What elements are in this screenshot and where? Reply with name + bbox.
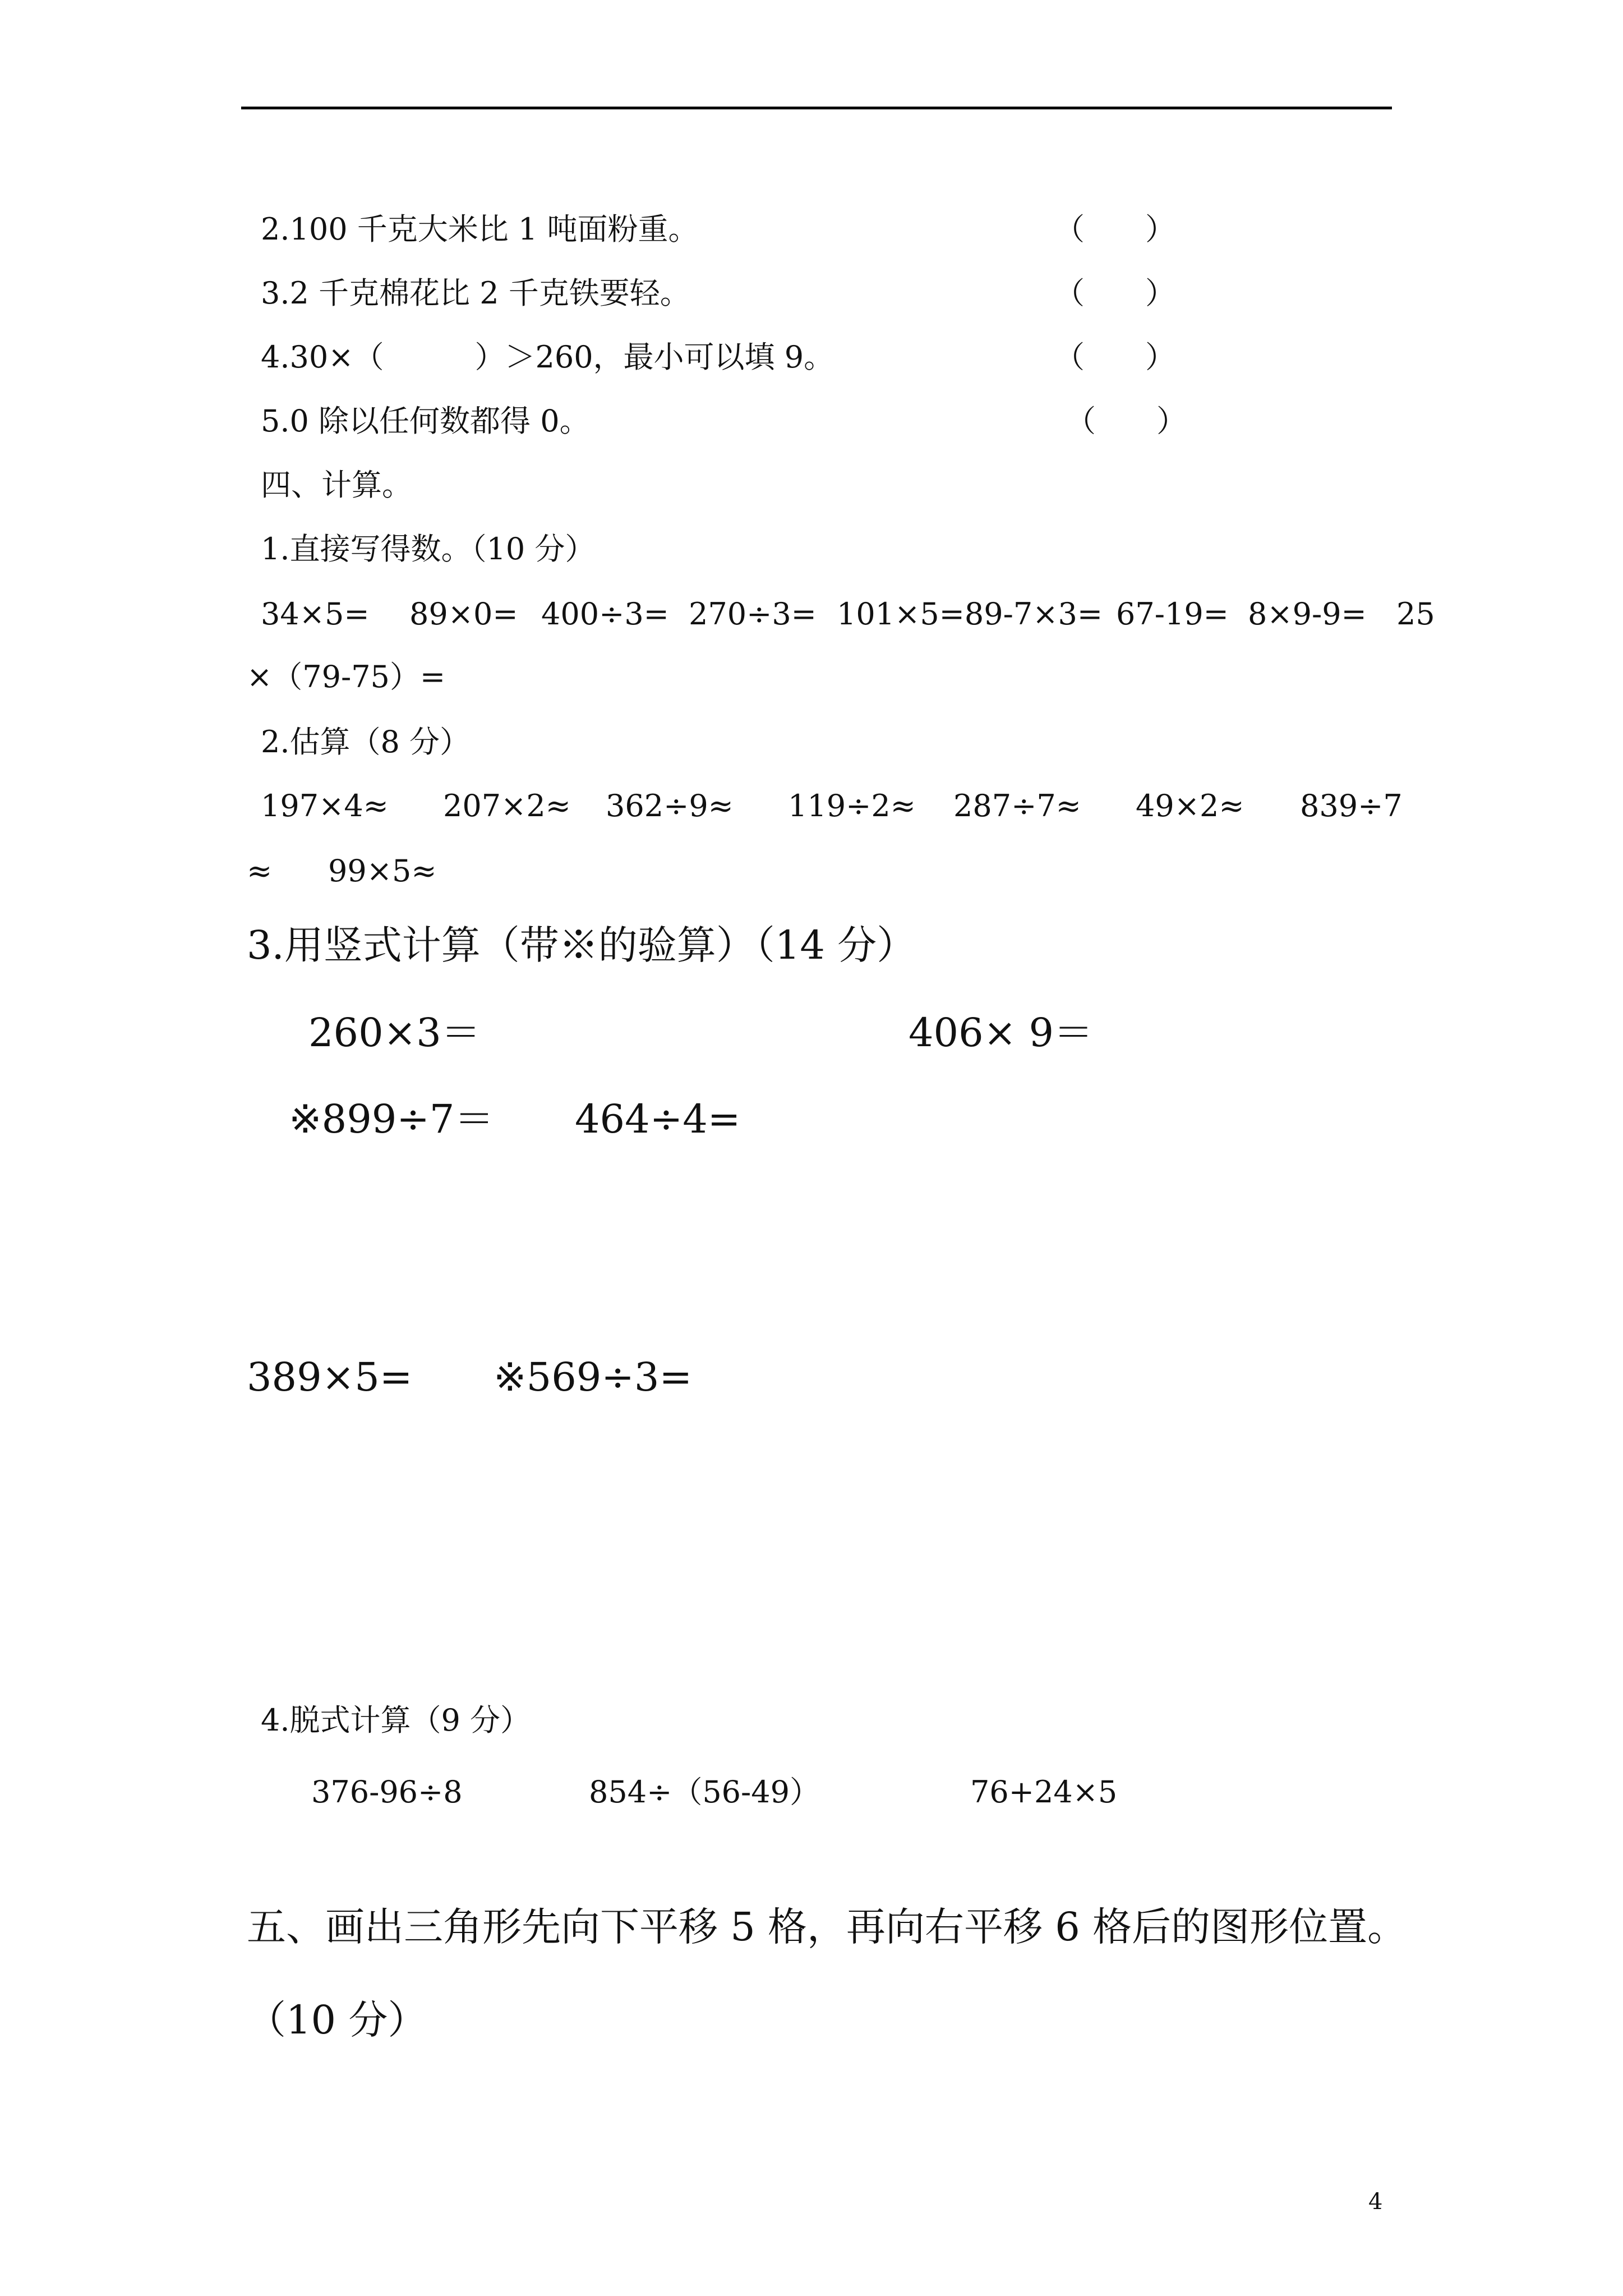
q3-title: 3.用竖式计算（带※的验算）（14 分） (247, 922, 916, 968)
q1-expr: 400÷3= (541, 596, 669, 632)
q1-expr: 101×5=89-7×3= (837, 596, 1103, 632)
q3-expr: 464÷4= (575, 1096, 741, 1142)
answer-blank-5[interactable]: （ ） (1066, 403, 1187, 439)
q1-line-2: ×（79-75）= (247, 659, 446, 694)
answer-blank-4[interactable]: （ ） (1054, 339, 1175, 375)
q2-expr: ≈ (247, 853, 273, 889)
q3-expr: 389×5= (247, 1354, 413, 1400)
q2-line-2 (0, 853, 1623, 890)
q2-expr: 99×5≈ (328, 853, 437, 889)
q3-row-2 (0, 1096, 1623, 1144)
q1-expr: 270÷3= (689, 596, 817, 632)
q2-expr: 49×2≈ (1136, 788, 1244, 823)
q2-expr: 362÷9≈ (606, 788, 734, 823)
q4-exprs (0, 1774, 1623, 1811)
q3-expr: 260×3＝ (308, 1010, 481, 1056)
q2-expr: 839÷7 (1300, 788, 1403, 823)
q1-expr: 25 (1396, 596, 1435, 632)
answer-blank-2[interactable]: （ ） (1054, 211, 1175, 247)
section-5-score: （10 分） (247, 1997, 427, 2043)
q1-line-1 (0, 596, 1623, 633)
q1-expr: 8×9-9= (1248, 596, 1367, 632)
judge-item-2: 2.100 千克大米比 1 吨面粉重。 (261, 211, 699, 247)
q3-row-3 (0, 1354, 1623, 1402)
judge-item-3: 3.2 千克棉花比 2 千克铁要轻。 (261, 275, 690, 311)
q2-line-1 (0, 788, 1623, 825)
q3-expr: ※569÷3= (494, 1354, 693, 1400)
q2-expr: 287÷7≈ (953, 788, 1081, 823)
q3-expr: ※899÷7＝ (289, 1096, 494, 1142)
q4-expr: 854÷（56-49） (589, 1774, 820, 1810)
q2-expr: 197×4≈ (261, 788, 389, 823)
q1-expr: 89×0= (409, 596, 518, 632)
q2-expr: 207×2≈ (443, 788, 571, 823)
q4-expr: 376-96÷8 (311, 1774, 463, 1810)
page-number: 4 (1368, 2189, 1383, 2215)
q2-expr: 119÷2≈ (788, 788, 916, 823)
q4-expr: 76+24×5 (970, 1774, 1118, 1810)
header-rule (241, 107, 1392, 109)
q1-title: 1.直接写得数。（10 分） (261, 531, 596, 567)
judge-item-5: 5.0 除以任何数都得 0。 (261, 403, 590, 439)
judge-item-4: 4.30×（ ）＞260，最小可以填 9。 (261, 339, 834, 375)
q4-title: 4.脱式计算（9 分） (261, 1703, 531, 1738)
q2-title: 2.估算（8 分） (261, 724, 471, 760)
q1-expr: 34×5= (261, 596, 370, 632)
section-4-title: 四、计算。 (261, 467, 412, 503)
q3-expr: 406× 9＝ (909, 1010, 1094, 1056)
answer-blank-3[interactable]: （ ） (1054, 275, 1175, 311)
section-5-title: 五、画出三角形先向下平移 5 格，再向右平移 6 格后的图形位置。 (247, 1904, 1407, 1950)
q3-row-1 (0, 1010, 1623, 1058)
q1-expr: 67-19= (1116, 596, 1229, 632)
